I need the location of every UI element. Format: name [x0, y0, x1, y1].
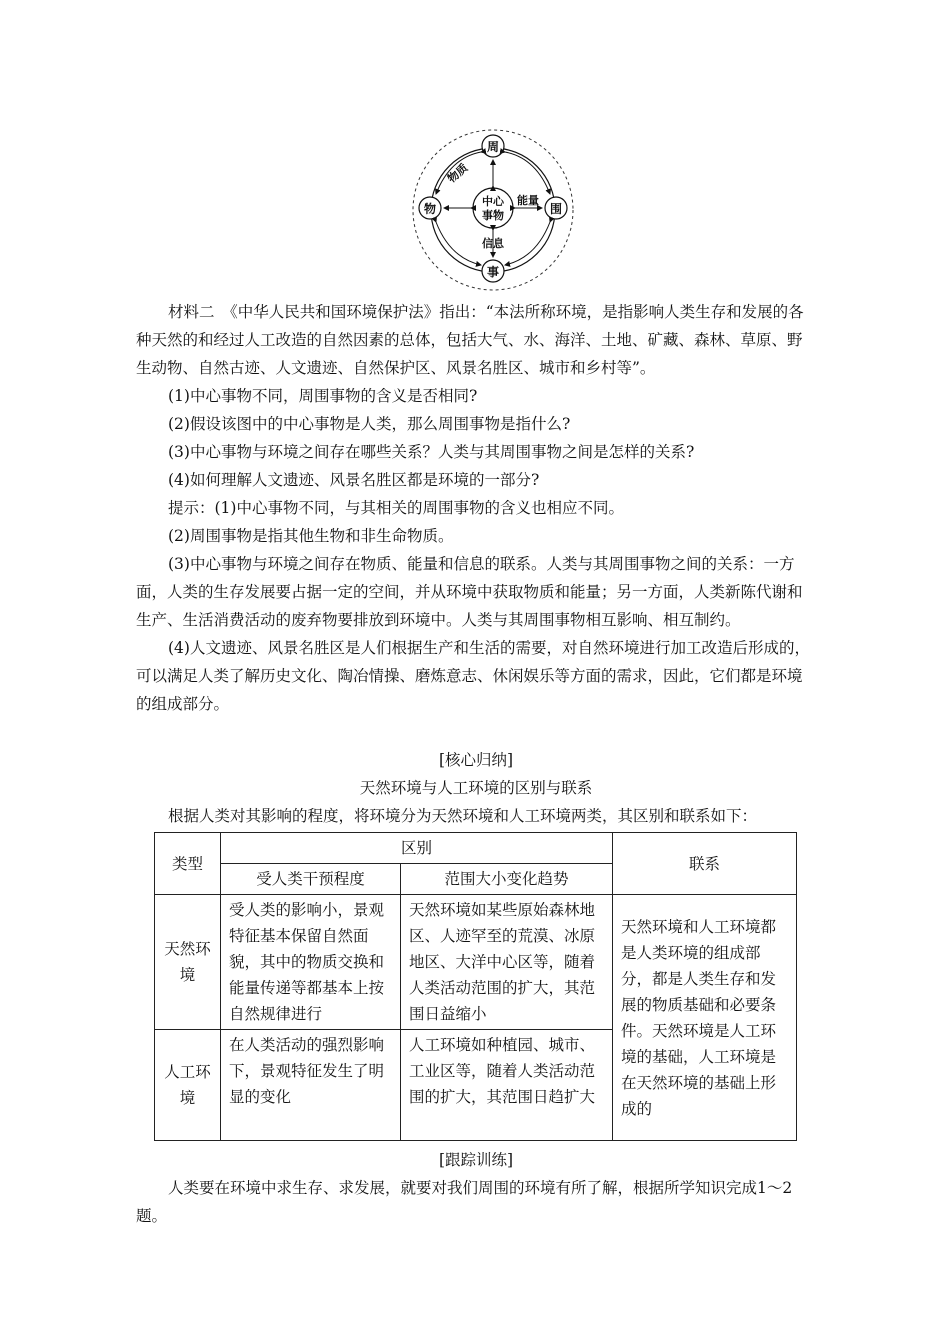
- answer-3: (3)中心事物与环境之间存在物质、能量和信息的联系。人类与其周围事物之间的关系：一方面，人类的生存发展要占据一定的空间，并从环境中获取物质和能量；另一方面，人类新陈代谢和生产、生活消费活动的废弃物要排放到环境中。人类与其周围事物相互影响、相互制约。: [136, 555, 803, 629]
- label-matter: 物质: [445, 161, 471, 186]
- row1-range: 天然环境如某些原始森林地区、人迹罕至的荒漠、冰原地区、大洋中心区等，随着人类活动范围的扩大，其范围日益缩小: [401, 895, 613, 1030]
- question-2: (2)假设该图中的中心事物是人类，那么周围事物是指什么?: [168, 415, 571, 433]
- core-section: [136, 746, 816, 830]
- row2-type: 人工环境: [155, 1030, 221, 1141]
- track-text: 人类要在环境中求生存、求发展，就要对我们周围的环境有所了解，根据所学知识完成1～2题。: [136, 1179, 793, 1225]
- answer-1: 提示：(1)中心事物不同，与其相关的周围事物的含义也相应不同。: [168, 499, 624, 517]
- header-link: 联系: [613, 833, 797, 895]
- label-info: 信息: [482, 237, 504, 250]
- material-section: [136, 298, 816, 718]
- node-center: [473, 188, 513, 228]
- track-heading: [跟踪训练]: [438, 1151, 514, 1169]
- row2-range: 人工环境如种植园、城市、工业区等，随着人类活动范围的扩大，其范围日趋扩大: [401, 1030, 613, 1141]
- question-1: (1)中心事物不同，周围事物的含义是否相同?: [168, 387, 478, 405]
- center-label-2: 事物: [482, 209, 504, 222]
- answer-2: (2)周围事物是指其他生物和非生命物质。: [168, 527, 454, 545]
- row1-degree: 受人类的影响小，景观特征基本保留自然面貌，其中的物质交换和能量传递等都基本上按自然规律进行: [221, 895, 401, 1030]
- node-right-label: 围: [549, 202, 563, 216]
- answer-4: (4)人文遗迹、风景名胜区是人们根据生产和生活的需要，对自然环境进行加工改造后形成的，可以满足人类了解历史文化、陶冶情操、磨炼意志、休闲娱乐等方面的需求，因此，它们都是环境的组成部分。: [136, 639, 810, 713]
- header-degree: 受人类干预程度: [221, 864, 401, 895]
- diagram-svg: [405, 128, 581, 298]
- core-title: 天然环境与人工环境的区别与联系: [359, 779, 593, 797]
- row2-degree: 在人类活动的强烈影响下，景观特征发生了明显的变化: [221, 1030, 401, 1141]
- row1-type: 天然环境: [155, 895, 221, 1030]
- material2-text: 材料二 《中华人民共和国环境保护法》指出：“本法所称环境，是指影响人类生存和发展的各种天然的和经过人工改造的自然因素的总体，包括大气、水、海洋、土地、矿藏、森林、草原、野生动物、自然古迹、人文遗迹、自然保护区、风景名胜区、城市和乡村等”。: [136, 303, 804, 377]
- header-range: 范围大小变化趋势: [401, 864, 613, 895]
- node-top-label: 周: [486, 140, 500, 154]
- link-cell: 天然环境和人工环境都是人类环境的组成部分，都是人类生存和发展的物质基础和必要条件。天然环境是人工环境的基础，人工环境是在天然环境的基础上形成的: [613, 895, 797, 1141]
- label-energy: 能量: [517, 194, 539, 207]
- header-difference: 区别: [221, 833, 613, 864]
- node-bottom-label: 事: [486, 265, 500, 279]
- track-section: [136, 1146, 816, 1230]
- core-heading: [核心归纳]: [438, 751, 514, 769]
- center-label-1: 中心: [482, 195, 504, 208]
- question-3: (3)中心事物与环境之间存在哪些关系？人类与其周围事物之间是怎样的关系?: [168, 443, 695, 461]
- core-intro: 根据人类对其影响的程度，将环境分为天然环境和人工环境两类，其区别和联系如下：: [168, 807, 758, 825]
- header-type: 类型: [155, 833, 221, 895]
- question-4: (4)如何理解人文遗迹、风景名胜区都是环境的一部分?: [168, 471, 540, 489]
- environment-diagram: [405, 128, 581, 298]
- node-left-label: 物: [423, 202, 437, 216]
- comparison-table: [154, 832, 797, 1141]
